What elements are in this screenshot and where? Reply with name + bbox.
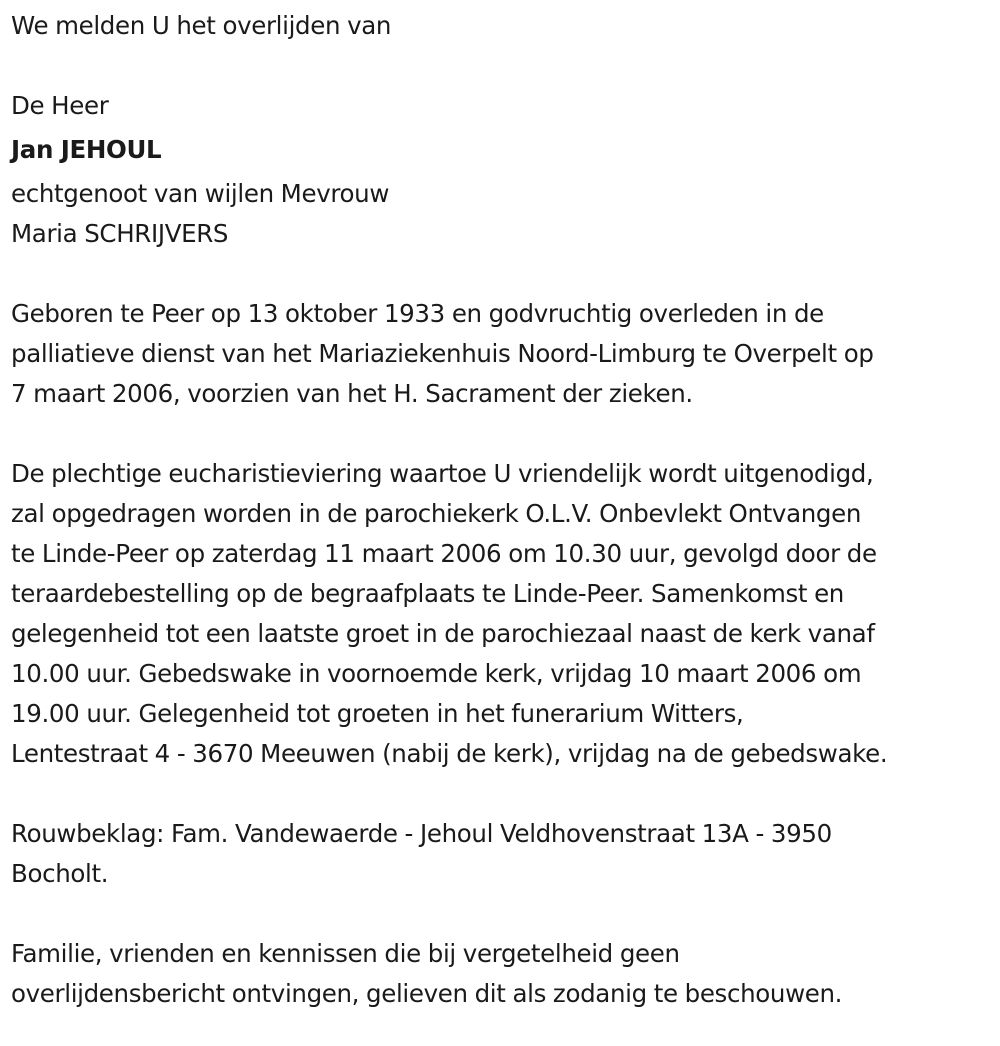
paragraph-line: 10.00 uur. Gebedswake in voornoemde kerk, vrijdag 10 maart 2006 om	[11, 659, 862, 688]
paragraph-line: Familie, vrienden en kennissen die bij vergetelheid geen	[11, 939, 680, 968]
birth-paragraph	[11, 294, 996, 414]
ceremony-paragraph	[11, 454, 996, 774]
spacer	[11, 254, 996, 294]
paragraph-line: Geboren te Peer op 13 oktober 1933 en godvruchtig overleden in de	[11, 299, 824, 328]
paragraph-line: Lentestraat 4 - 3670 Meeuwen (nabij de kerk), vrijdag na de gebedswake.	[11, 739, 888, 768]
spacer	[11, 774, 996, 814]
paragraph-line: Rouwbeklag: Fam. Vandewaerde - Jehoul Veldhovenstraat 13A - 3950	[11, 819, 832, 848]
paragraph-line: De plechtige eucharistieviering waartoe U vriendelijk wordt uitgenodigd,	[11, 459, 874, 488]
obituary-notice	[11, 6, 996, 1014]
paragraph-line: palliatieve dienst van het Mariaziekenhuis Noord-Limburg te Overpelt op	[11, 339, 874, 368]
spacer	[11, 894, 996, 934]
spouse-name: Maria SCHRIJVERS	[11, 219, 229, 248]
closing-paragraph	[11, 934, 996, 1014]
paragraph-line: zal opgedragen worden in de parochiekerk O.L.V. Onbevlekt Ontvangen	[11, 499, 862, 528]
condolence-paragraph	[11, 814, 996, 894]
deceased-name: Jan JEHOUL	[11, 135, 162, 164]
paragraph-line: gelegenheid tot een laatste groet in de parochiezaal naast de kerk vanaf	[11, 619, 875, 648]
paragraph-line: 19.00 uur. Gelegenheid tot groeten in het funerarium Witters,	[11, 699, 744, 728]
intro-text: We melden U het overlijden van	[11, 11, 392, 40]
honorific-title: De Heer	[11, 91, 109, 120]
spacer	[11, 414, 996, 454]
paragraph-line: 7 maart 2006, voorzien van het H. Sacrament der zieken.	[11, 379, 693, 408]
paragraph-line: teraardebestelling op de begraafplaats te Linde-Peer. Samenkomst en	[11, 579, 844, 608]
paragraph-line: te Linde-Peer op zaterdag 11 maart 2006 om 10.30 uur, gevolgd door de	[11, 539, 877, 568]
spacer	[11, 46, 996, 86]
paragraph-line: Bocholt.	[11, 859, 109, 888]
spouse-line: echtgenoot van wijlen Mevrouw	[11, 179, 390, 208]
paragraph-line: overlijdensbericht ontvingen, gelieven dit als zodanig te beschouwen.	[11, 979, 843, 1008]
